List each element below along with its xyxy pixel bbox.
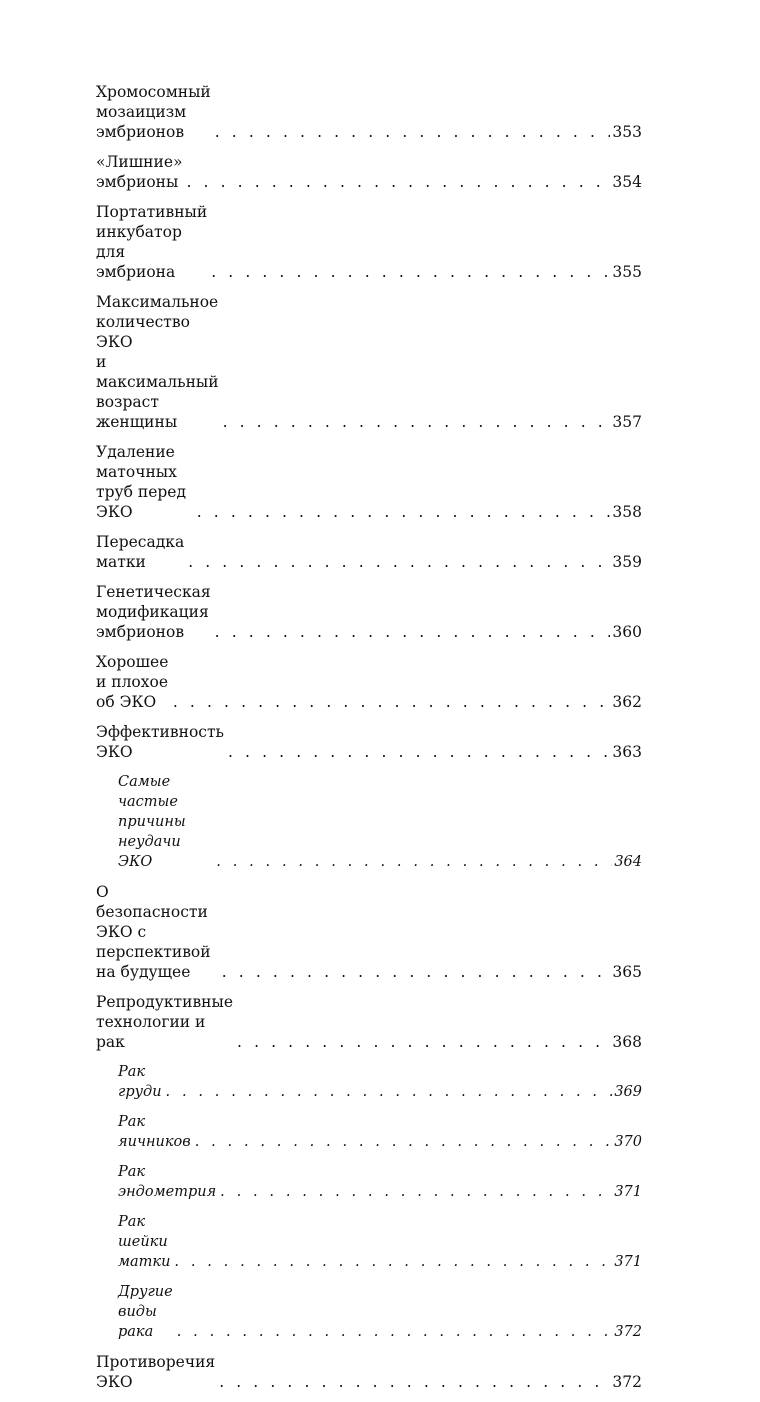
dot-leader	[220, 1182, 612, 1202]
toc-entry[interactable]	[96, 1352, 642, 1392]
toc-subentry[interactable]	[96, 1212, 642, 1272]
dot-leader	[211, 262, 610, 282]
entry-title-line-2: и максимальный возраст женщины	[96, 353, 219, 431]
entry-page-number: 357	[612, 413, 642, 431]
dot-leader	[186, 172, 610, 192]
entry-title-line-1: Максимальное количество ЭКО	[96, 293, 219, 351]
entry-page-number: 363	[612, 743, 642, 761]
entry-title: Рак шейки матки	[118, 1212, 174, 1272]
toc-entry[interactable]	[96, 882, 642, 982]
entry-page-number: 369	[614, 1084, 642, 1100]
toc-subentry[interactable]	[96, 772, 642, 872]
toc-entry[interactable]	[96, 652, 642, 712]
entry-page-number: 372	[614, 1324, 642, 1340]
dot-leader	[173, 692, 611, 712]
toc-subentry[interactable]	[96, 1062, 642, 1102]
dot-leader	[188, 552, 610, 572]
toc-subentry[interactable]	[96, 1282, 642, 1342]
toc-subentry[interactable]	[96, 1112, 642, 1152]
entry-page-number: 359	[612, 553, 642, 571]
toc-entry[interactable]	[96, 442, 642, 522]
dot-leader	[216, 852, 612, 872]
entry-title: Хорошее и плохое об ЭКО	[96, 652, 173, 712]
dot-leader	[166, 1082, 613, 1102]
entry-title: Портативный инкубатор для эмбриона	[96, 202, 211, 282]
toc-entry[interactable]	[96, 292, 642, 432]
entry-page-number: 364	[614, 854, 642, 870]
toc-entry[interactable]	[96, 992, 642, 1052]
entry-title: Пересадка матки	[96, 532, 188, 572]
entry-page-number: 372	[612, 1373, 642, 1391]
entry-page-number: 365	[612, 963, 642, 981]
dot-leader	[223, 412, 611, 432]
toc-subentry[interactable]	[96, 1162, 642, 1202]
entry-title: Эффективность ЭКО	[96, 722, 228, 762]
entry-title: Удаление маточных труб перед ЭКО	[96, 442, 197, 522]
dot-leader	[215, 122, 611, 142]
entry-page-number: 371	[614, 1184, 642, 1200]
toc-entry[interactable]	[96, 582, 642, 642]
entry-page-number: 354	[612, 173, 642, 191]
dot-leader	[177, 1322, 613, 1342]
entry-title: Рак груди	[118, 1062, 166, 1102]
entry-page-number: 368	[612, 1033, 642, 1051]
toc-entry[interactable]	[96, 722, 642, 762]
dot-leader	[228, 742, 610, 762]
entry-title: Рак эндометрия	[118, 1162, 220, 1202]
entry-page-number: 358	[612, 503, 642, 521]
entry-page-number: 371	[614, 1254, 642, 1270]
dot-leader	[215, 622, 611, 642]
entry-title: Хромосомный мозаицизм эмбрионов	[96, 82, 215, 142]
toc-entry[interactable]	[96, 532, 642, 572]
entry-title: Рак яичников	[118, 1112, 195, 1152]
toc-entry[interactable]	[96, 202, 642, 282]
entry-title: Репродуктивные технологии и рак	[96, 992, 237, 1052]
entry-page-number: 362	[612, 693, 642, 711]
dot-leader	[237, 1032, 610, 1052]
toc-entry[interactable]	[96, 152, 642, 192]
dot-leader	[219, 1372, 610, 1392]
entry-title: Генетическая модификация эмбрионов	[96, 582, 215, 642]
toc-entry[interactable]	[96, 82, 642, 142]
entry-title: Другие виды рака	[118, 1282, 177, 1342]
entry-page-number: 353	[612, 123, 642, 141]
entry-title	[96, 292, 223, 432]
dot-leader	[222, 962, 611, 982]
entry-title: Противоречия ЭКО	[96, 1352, 219, 1392]
entry-page-number: 370	[614, 1134, 642, 1150]
dot-leader	[174, 1252, 612, 1272]
table-of-contents	[96, 82, 642, 1402]
dot-leader	[197, 502, 611, 522]
entry-page-number: 355	[612, 263, 642, 281]
entry-title: Самые частые причины неудачи ЭКО	[118, 772, 216, 872]
dot-leader	[195, 1132, 613, 1152]
entry-page-number: 360	[612, 623, 642, 641]
entry-title: О безопасности ЭКО с перспективой на будущее	[96, 882, 222, 982]
entry-title: «Лишние» эмбрионы	[96, 152, 186, 192]
